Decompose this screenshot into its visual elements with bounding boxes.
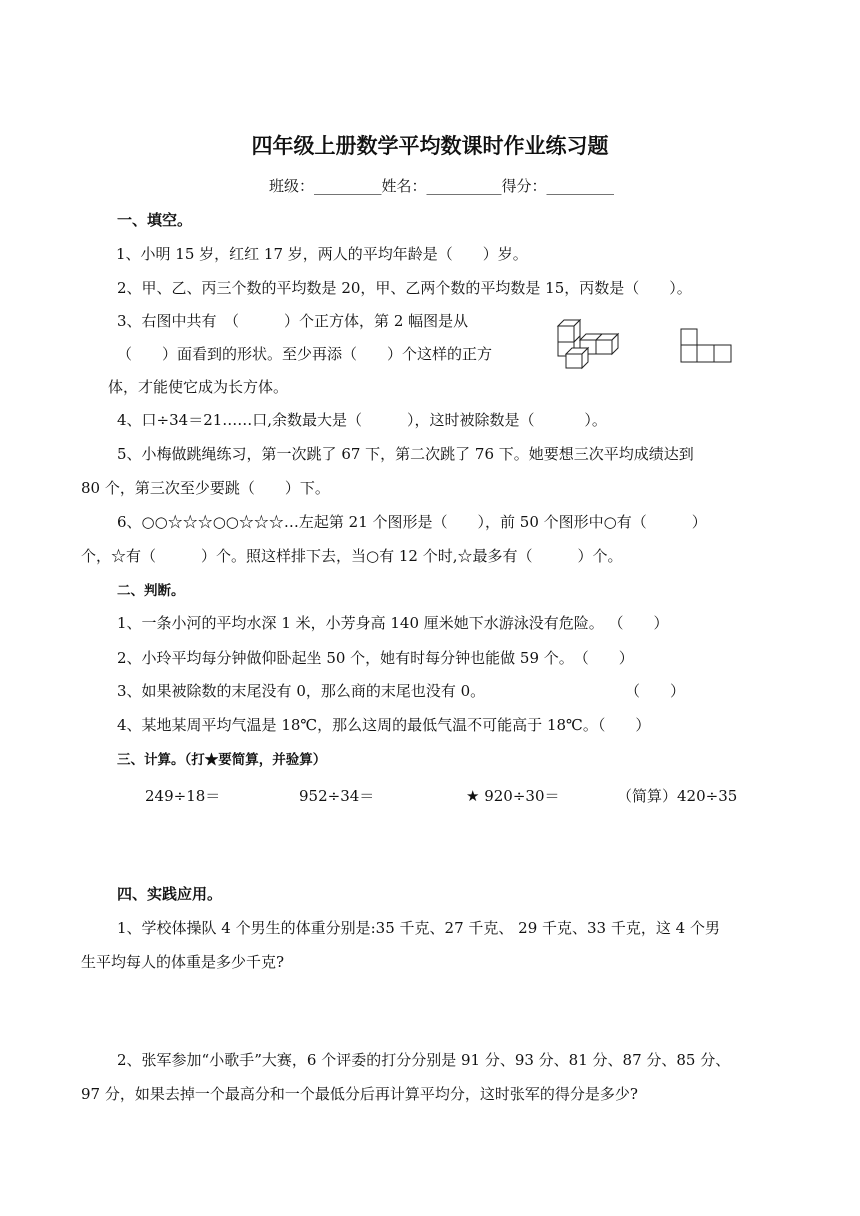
judge-q3: 3、如果被除数的末尾没有 0，那么商的末尾也没有 0。: [117, 682, 486, 700]
calc-q4: （简算）420÷35: [617, 787, 738, 805]
fill-blank-q5-line2: 80 个，第三次至少要跳（ ）下。: [81, 479, 330, 497]
application-q2-line2: 97 分，如果去掉一个最高分和一个最低分后再计算平均分，这时张军的得分是多少?: [81, 1085, 638, 1103]
fill-blank-q4: 4、口÷34＝21……口,余数最大是（ ），这时被除数是（ ）。: [117, 411, 607, 429]
fill-blank-q1: 1、小明 15 岁，红红 17 岁，两人的平均年龄是（ ）岁。: [116, 245, 528, 263]
application-q1-line1: 1、学校体操队 4 个男生的体重分别是:35 千克、27 千克、 29 千克、33 千克，这 4 个男: [117, 919, 720, 937]
fill-blank-q6-line2: 个，☆有（ ）个。照这样排下去，当○有 12 个时,☆最多有（ ）个。: [81, 547, 623, 565]
application-q1-line2: 生平均每人的体重是多少千克?: [81, 953, 285, 971]
section-calculate-heading: 三、计算。（打★要简算，并验算）: [117, 752, 327, 768]
judge-q2: 2、小玲平均每分钟做仰卧起坐 50 个，她有时每分钟也能做 59 个。 （ ）: [117, 649, 634, 667]
side-view-figure: [680, 328, 732, 364]
calc-q2: 952÷34＝: [299, 787, 375, 805]
calc-q1: 249÷18＝: [145, 787, 221, 805]
worksheet-title: 四年级上册数学平均数课时作业练习题: [251, 133, 609, 158]
judge-q3-answer-blank: （ ）: [625, 682, 686, 700]
fill-blank-q2: 2、甲、乙、丙三个数的平均数是 20，甲、乙两个数的平均数是 15，丙数是（ ）。: [117, 279, 692, 297]
judge-q4: 4、某地某周平均气温是 18℃，那么这周的最低气温不可能高于 18℃。（ ）: [117, 716, 651, 734]
student-info-line: 班级：_________姓名：__________得分：_________: [269, 177, 615, 195]
application-q2-line1: 2、张军参加“小歌手”大赛，6 个评委的打分分别是 91 分、93 分、81 分、87 分、85 分、: [117, 1051, 731, 1069]
section-fill-blank-heading: 一、填空。: [117, 211, 193, 229]
fill-blank-q3-line2: （ ）面看到的形状。至少再添（ ）个这样的正方: [117, 345, 493, 363]
fill-blank-q3-line3: 体，才能使它成为长方体。: [108, 378, 289, 396]
calc-q3: ★ 920÷30＝: [466, 787, 560, 805]
judge-q1: 1、一条小河的平均水深 1 米，小芳身高 140 厘米她下水游泳没有危险。 （ ）: [117, 614, 669, 632]
section-application-heading: 四、实践应用。: [117, 885, 223, 903]
fill-blank-q5-line1: 5、小梅做跳绳练习，第一次跳了 67 下，第二次跳了 76 下。她要想三次平均成绩达到: [117, 445, 694, 463]
fill-blank-q6-line1: 6、○○☆☆☆○○☆☆☆…左起第 21 个图形是（ ），前 50 个图形中○有（ ）: [117, 513, 707, 531]
cube-stack-figure: [553, 318, 627, 372]
section-judge-heading: 二、判断。: [117, 583, 185, 599]
fill-blank-q3-line1: 3、右图中共有 （ ）个正方体，第 2 幅图是从: [117, 312, 469, 330]
